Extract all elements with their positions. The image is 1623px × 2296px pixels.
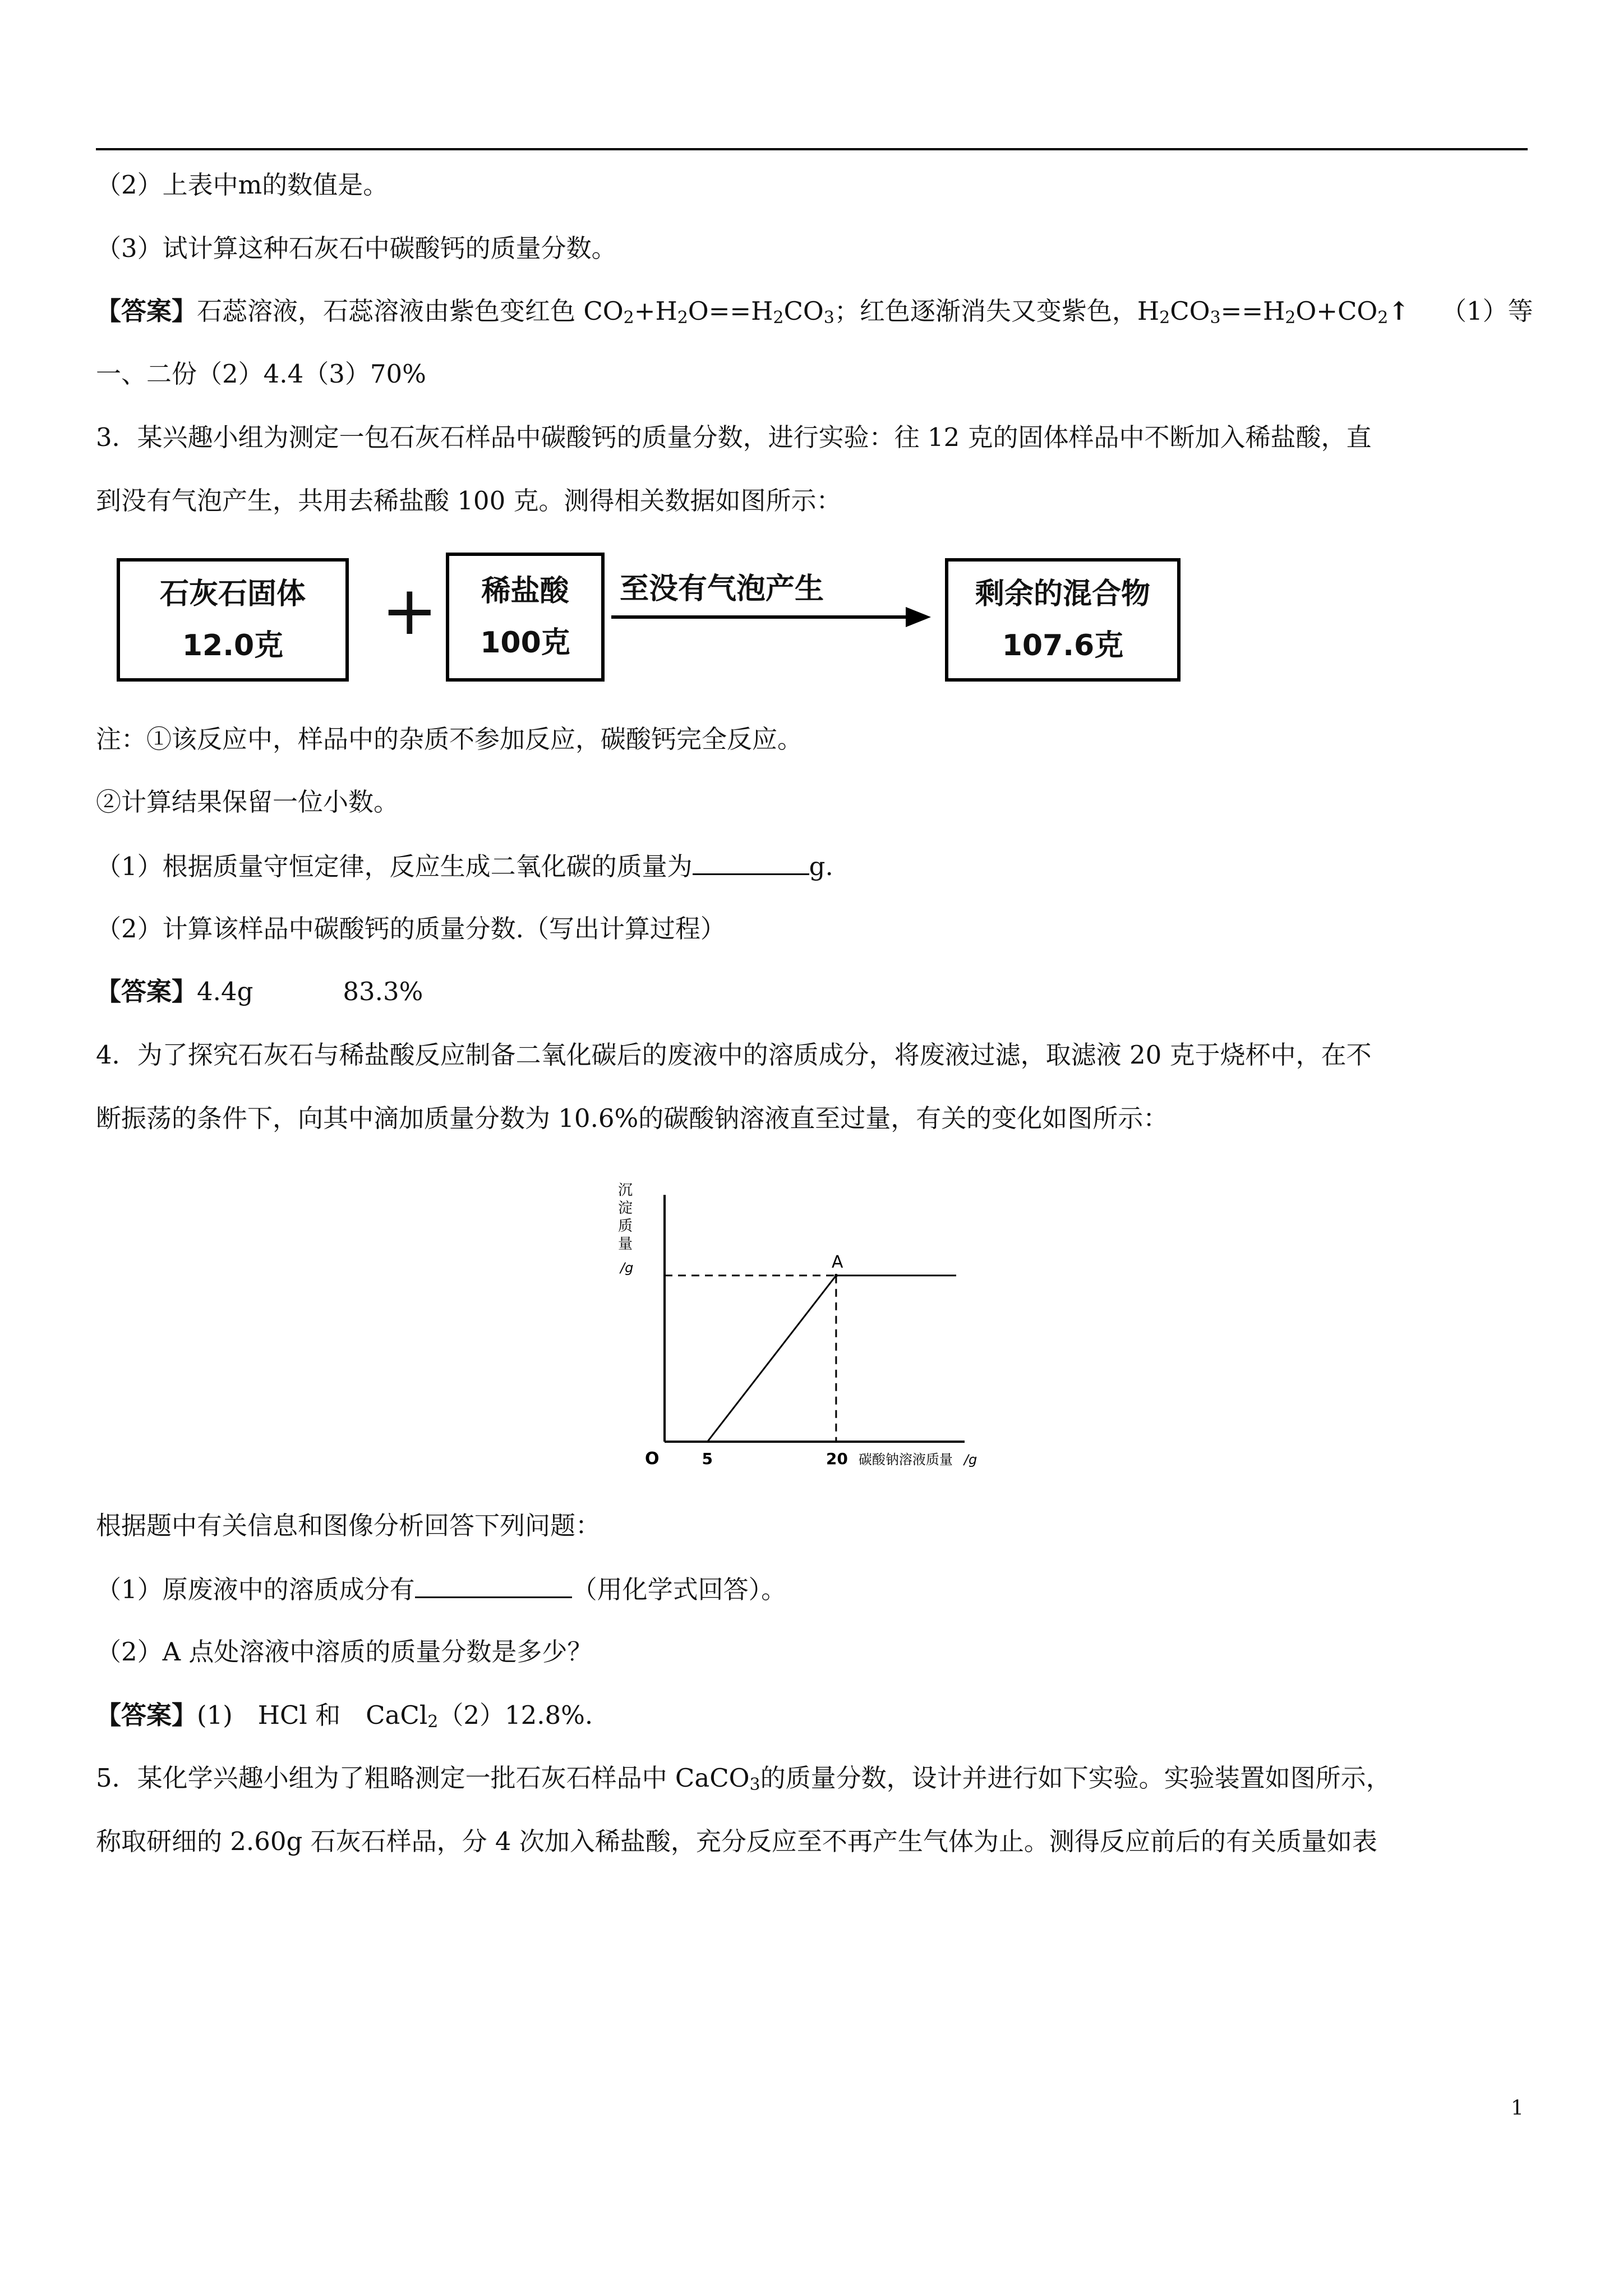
x-axis-unit: /g — [963, 1452, 978, 1467]
answer-line-1-tail: （1）等 — [1441, 296, 1533, 326]
header-rule — [96, 148, 1528, 150]
answer-3: 【答案】4.4g 83.3% — [96, 977, 423, 1006]
origin-label: O — [645, 1449, 660, 1469]
x-axis-label: 碳酸钠溶液质量 — [858, 1452, 953, 1467]
question-2-m-value: （2）上表中m的数值是。 — [96, 170, 389, 200]
question-4-1: （1）原废液中的溶质成分有 （用化学式回答）。 — [96, 1572, 786, 1605]
problem-4-text-1: 4．为了探究石灰石与稀盐酸反应制备二氧化碳后的废液中的溶质成分，将废液过滤，取滤液 20 克于烧杯中，在不 — [96, 1040, 1372, 1070]
plus-sign: + — [381, 572, 438, 650]
problem-3-text-2: 到没有气泡产生，共用去稀盐酸 100 克。测得相关数据如图所示： — [96, 486, 842, 516]
precipitate-chart — [594, 1161, 987, 1498]
question-4-intro: 根据题中有关信息和图像分析回答下列问题： — [96, 1511, 601, 1540]
answer-line-2: 一、二份（2）4.4（3）70% — [96, 359, 426, 389]
limestone-box: 石灰石固体 12.0克 — [117, 558, 349, 682]
arrow-label: 至没有气泡产生 — [620, 572, 824, 606]
y-axis-label: 沉 — [618, 1182, 633, 1199]
reaction-arrow-icon — [608, 600, 934, 634]
y-axis-unit: /g — [620, 1260, 634, 1276]
y-axis-label: 量 — [618, 1236, 633, 1253]
remaining-mixture-box: 剩余的混合物 107.6克 — [945, 558, 1181, 682]
question-3-1: （1）根据质量守恒定律，反应生成二氧化碳的质量为 g. — [96, 849, 833, 882]
question-4-2: （2）A 点处溶液中溶质的质量分数是多少？ — [96, 1637, 593, 1667]
note-1: 注：①该反应中，样品中的杂质不参加反应，碳酸钙完全反应。 — [96, 724, 803, 754]
answer-blank[interactable] — [415, 1572, 572, 1598]
x-tick-label: 20 — [826, 1450, 848, 1468]
problem-4-text-2: 断振荡的条件下，向其中滴加质量分数为 10.6%的碳酸钠溶液直至过量，有关的变化如图所示： — [96, 1103, 1169, 1133]
question-3-2: （2）计算该样品中碳酸钙的质量分数.（写出计算过程） — [96, 914, 726, 944]
series-line — [707, 1276, 956, 1442]
problem-5-text-2: 称取研细的 2.60g 石灰石样品，分 4 次加入稀盐酸，充分反应至不再产生气体为止。测得反应前后的有关质量如表 — [96, 1826, 1377, 1856]
point-a — [834, 1274, 838, 1277]
point-a-label: A — [831, 1252, 843, 1272]
hydrochloric-acid-box: 稀盐酸 100克 — [446, 553, 605, 682]
problem-5-text-1: 5．某化学兴趣小组为了粗略测定一批石灰石样品中 CaCO$_3$的质量分数，设计并进行如下实验。实验装置如图所示， — [96, 1763, 1391, 1795]
note-2: ②计算结果保留一位小数。 — [96, 787, 399, 817]
answer-4: 【答案】(1) HCl 和 CaCl$_2$（2）12.8%. — [96, 1700, 593, 1732]
x-tick-label: 5 — [702, 1450, 713, 1468]
answer-blank[interactable] — [693, 849, 809, 875]
answer-line-1: 【答案】石蕊溶液，石蕊溶液由紫色变红色 $CO_2+H_2O==H_2CO_3$；红色逐渐消失又变紫色，$H_2CO_3==H_2O+CO_2↑$ — [96, 296, 1410, 328]
page-number: 1 — [1511, 2097, 1524, 2120]
y-axis-label: 淀 — [618, 1200, 633, 1217]
question-3-calc: （3）试计算这种石灰石中碳酸钙的质量分数。 — [96, 233, 617, 263]
problem-3-text-1: 3．某兴趣小组为测定一包石灰石样品中碳酸钙的质量分数，进行实验：往 12 克的固体样品中不断加入稀盐酸，直 — [96, 422, 1372, 452]
y-axis-label: 质 — [618, 1218, 633, 1235]
